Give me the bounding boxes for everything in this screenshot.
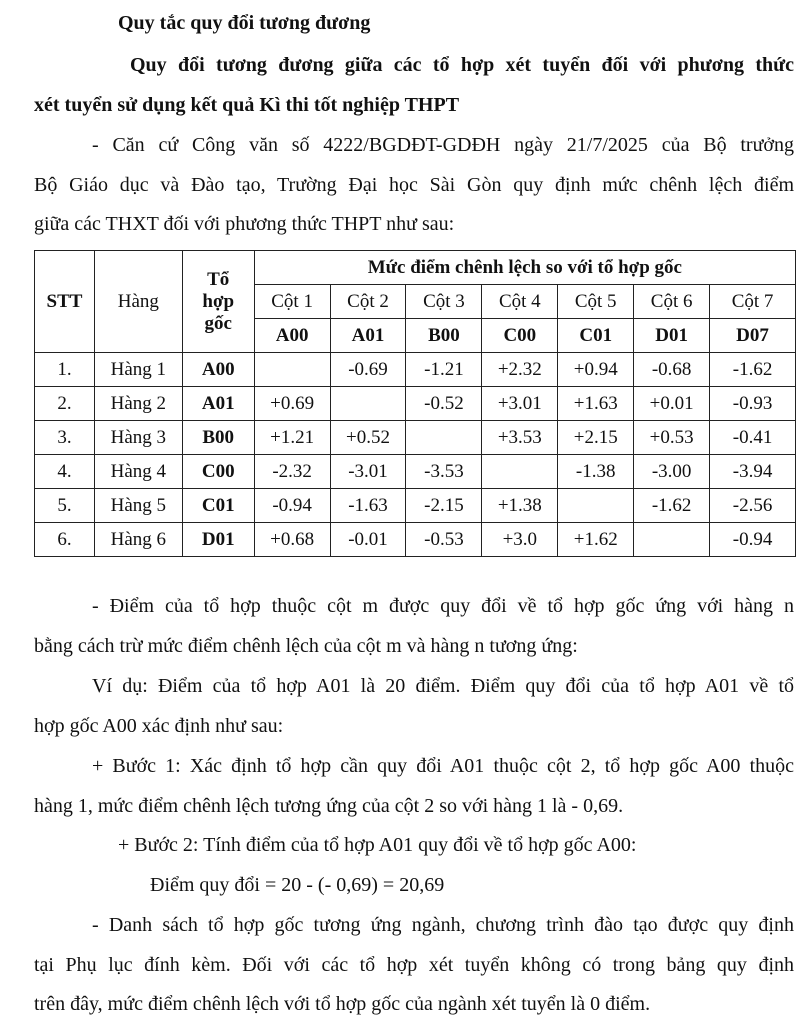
difference-cell: +0.94: [558, 353, 634, 387]
intro-line-1: - Căn cứ Công văn số 4222/BGDĐT-GDĐH ngày 21/7/2025 của Bộ trưởng: [92, 134, 794, 156]
column-code: A01: [330, 319, 406, 353]
column-label: Cột 6: [634, 285, 710, 319]
difference-cell: +3.53: [482, 421, 558, 455]
difference-cell: -0.41: [710, 421, 796, 455]
list-line-1: - Danh sách tổ hợp gốc tương ứng ngành, chương trình đào tạo được quy định: [92, 914, 794, 936]
difference-cell: -3.94: [710, 455, 796, 489]
column-code: D01: [634, 319, 710, 353]
difference-cell: +0.01: [634, 387, 710, 421]
difference-cell: +0.52: [330, 421, 406, 455]
example-line-1: Ví dụ: Điểm của tổ hợp A01 là 20 điểm. Điểm quy đổi của tổ hợp A01 về tổ: [92, 675, 794, 697]
column-code: C00: [482, 319, 558, 353]
row-label: Hàng 3: [94, 421, 182, 455]
header-row-label: Hàng: [94, 251, 182, 353]
table-row: [35, 489, 796, 523]
row-root-combo: A00: [182, 353, 254, 387]
subheading-line-2: xét tuyển sử dụng kết quả Kì thi tốt nghiệp THPT: [34, 94, 460, 116]
row-stt: 4.: [35, 455, 95, 489]
header-root-combo: [182, 251, 254, 353]
difference-cell: -1.62: [634, 489, 710, 523]
difference-cell: -0.94: [254, 489, 330, 523]
difference-cell: -1.21: [406, 353, 482, 387]
example-line-2: hợp gốc A00 xác định như sau:: [34, 715, 284, 737]
difference-cell: +1.63: [558, 387, 634, 421]
step1-line-1: + Bước 1: Xác định tổ hợp cần quy đổi A01 thuộc cột 2, tổ hợp gốc A00 thuộc: [92, 755, 794, 777]
header-difference-group: Mức điểm chênh lệch so với tổ hợp gốc: [254, 251, 795, 285]
difference-cell: +3.01: [482, 387, 558, 421]
difference-cell: +1.21: [254, 421, 330, 455]
header-stt: STT: [35, 251, 95, 353]
row-root-combo: B00: [182, 421, 254, 455]
column-code: A00: [254, 319, 330, 353]
row-label: Hàng 2: [94, 387, 182, 421]
row-label: Hàng 5: [94, 489, 182, 523]
row-root-combo: A01: [182, 387, 254, 421]
header-root-word-3: gốc: [204, 312, 232, 334]
row-label: Hàng 1: [94, 353, 182, 387]
difference-cell: -0.94: [710, 523, 796, 557]
column-label: Cột 1: [254, 285, 330, 319]
step2-line: + Bước 2: Tính điểm của tổ hợp A01 quy đổi về tổ hợp gốc A00:: [118, 834, 637, 856]
difference-cell: +2.15: [558, 421, 634, 455]
row-root-combo: C00: [182, 455, 254, 489]
column-code: D07: [710, 319, 796, 353]
step1-line-2: hàng 1, mức điểm chênh lệch tương ứng của cột 2 so với hàng 1 là - 0,69.: [34, 795, 624, 817]
difference-cell: +3.0: [482, 523, 558, 557]
table-row: [35, 421, 796, 455]
subheading-line-1: Quy đổi tương đương giữa các tổ hợp xét tuyển đối với phương thức: [130, 54, 794, 76]
difference-cell: [558, 489, 634, 523]
column-code: C01: [558, 319, 634, 353]
difference-cell: -0.69: [330, 353, 406, 387]
difference-cell: -1.38: [558, 455, 634, 489]
column-label: Cột 4: [482, 285, 558, 319]
difference-cell: +2.32: [482, 353, 558, 387]
intro-line-2: Bộ Giáo dục và Đào tạo, Trường Đại học Sài Gòn quy định mức chênh lệch điểm: [34, 174, 794, 196]
row-stt: 5.: [35, 489, 95, 523]
table-header-row: [35, 251, 796, 285]
difference-cell: -0.93: [710, 387, 796, 421]
list-line-2: tại Phụ lục đính kèm. Đối với các tổ hợp xét tuyển không có trong bảng quy định: [34, 954, 794, 976]
difference-cell: +1.38: [482, 489, 558, 523]
header-root-word-2: hợp: [202, 290, 235, 312]
rule-line-2: bằng cách trừ mức điểm chênh lệch của cột m và hàng n tương ứng:: [34, 635, 578, 657]
list-line-3: trên đây, mức điểm chênh lệch với tổ hợp gốc của ngành xét tuyển là 0 điểm.: [34, 993, 651, 1015]
difference-cell: -2.32: [254, 455, 330, 489]
difference-cell: [634, 523, 710, 557]
row-root-combo: D01: [182, 523, 254, 557]
difference-cell: -0.52: [406, 387, 482, 421]
difference-cell: -3.00: [634, 455, 710, 489]
rule-line-1: - Điểm của tổ hợp thuộc cột m được quy đổi về tổ hợp gốc ứng với hàng n: [92, 595, 794, 617]
difference-cell: -2.56: [710, 489, 796, 523]
column-code: B00: [406, 319, 482, 353]
difference-cell: -0.01: [330, 523, 406, 557]
difference-cell: -3.53: [406, 455, 482, 489]
difference-cell: [254, 353, 330, 387]
row-label: Hàng 4: [94, 455, 182, 489]
row-root-combo: C01: [182, 489, 254, 523]
difference-cell: -0.53: [406, 523, 482, 557]
difference-cell: +1.62: [558, 523, 634, 557]
table-row: [35, 523, 796, 557]
table-row: [35, 387, 796, 421]
row-stt: 6.: [35, 523, 95, 557]
header-root-word-1: Tổ: [207, 268, 230, 290]
difference-cell: -0.68: [634, 353, 710, 387]
difference-cell: [406, 421, 482, 455]
row-label: Hàng 6: [94, 523, 182, 557]
row-stt: 3.: [35, 421, 95, 455]
column-label: Cột 5: [558, 285, 634, 319]
difference-cell: [330, 387, 406, 421]
difference-cell: -3.01: [330, 455, 406, 489]
row-stt: 2.: [35, 387, 95, 421]
difference-cell: -1.63: [330, 489, 406, 523]
intro-line-3: giữa các THXT đối với phương thức THPT như sau:: [34, 213, 455, 235]
difference-cell: [482, 455, 558, 489]
difference-cell: -2.15: [406, 489, 482, 523]
difference-cell: +0.53: [634, 421, 710, 455]
table-row: [35, 455, 796, 489]
page-heading: Quy tắc quy đổi tương đương: [118, 12, 371, 34]
formula-line: Điểm quy đổi = 20 - (- 0,69) = 20,69: [150, 874, 445, 896]
difference-cell: -1.62: [710, 353, 796, 387]
column-label: Cột 7: [710, 285, 796, 319]
row-stt: 1.: [35, 353, 95, 387]
column-label: Cột 3: [406, 285, 482, 319]
conversion-table: [34, 250, 796, 557]
table-row: [35, 353, 796, 387]
difference-cell: +0.69: [254, 387, 330, 421]
column-label: Cột 2: [330, 285, 406, 319]
difference-cell: +0.68: [254, 523, 330, 557]
